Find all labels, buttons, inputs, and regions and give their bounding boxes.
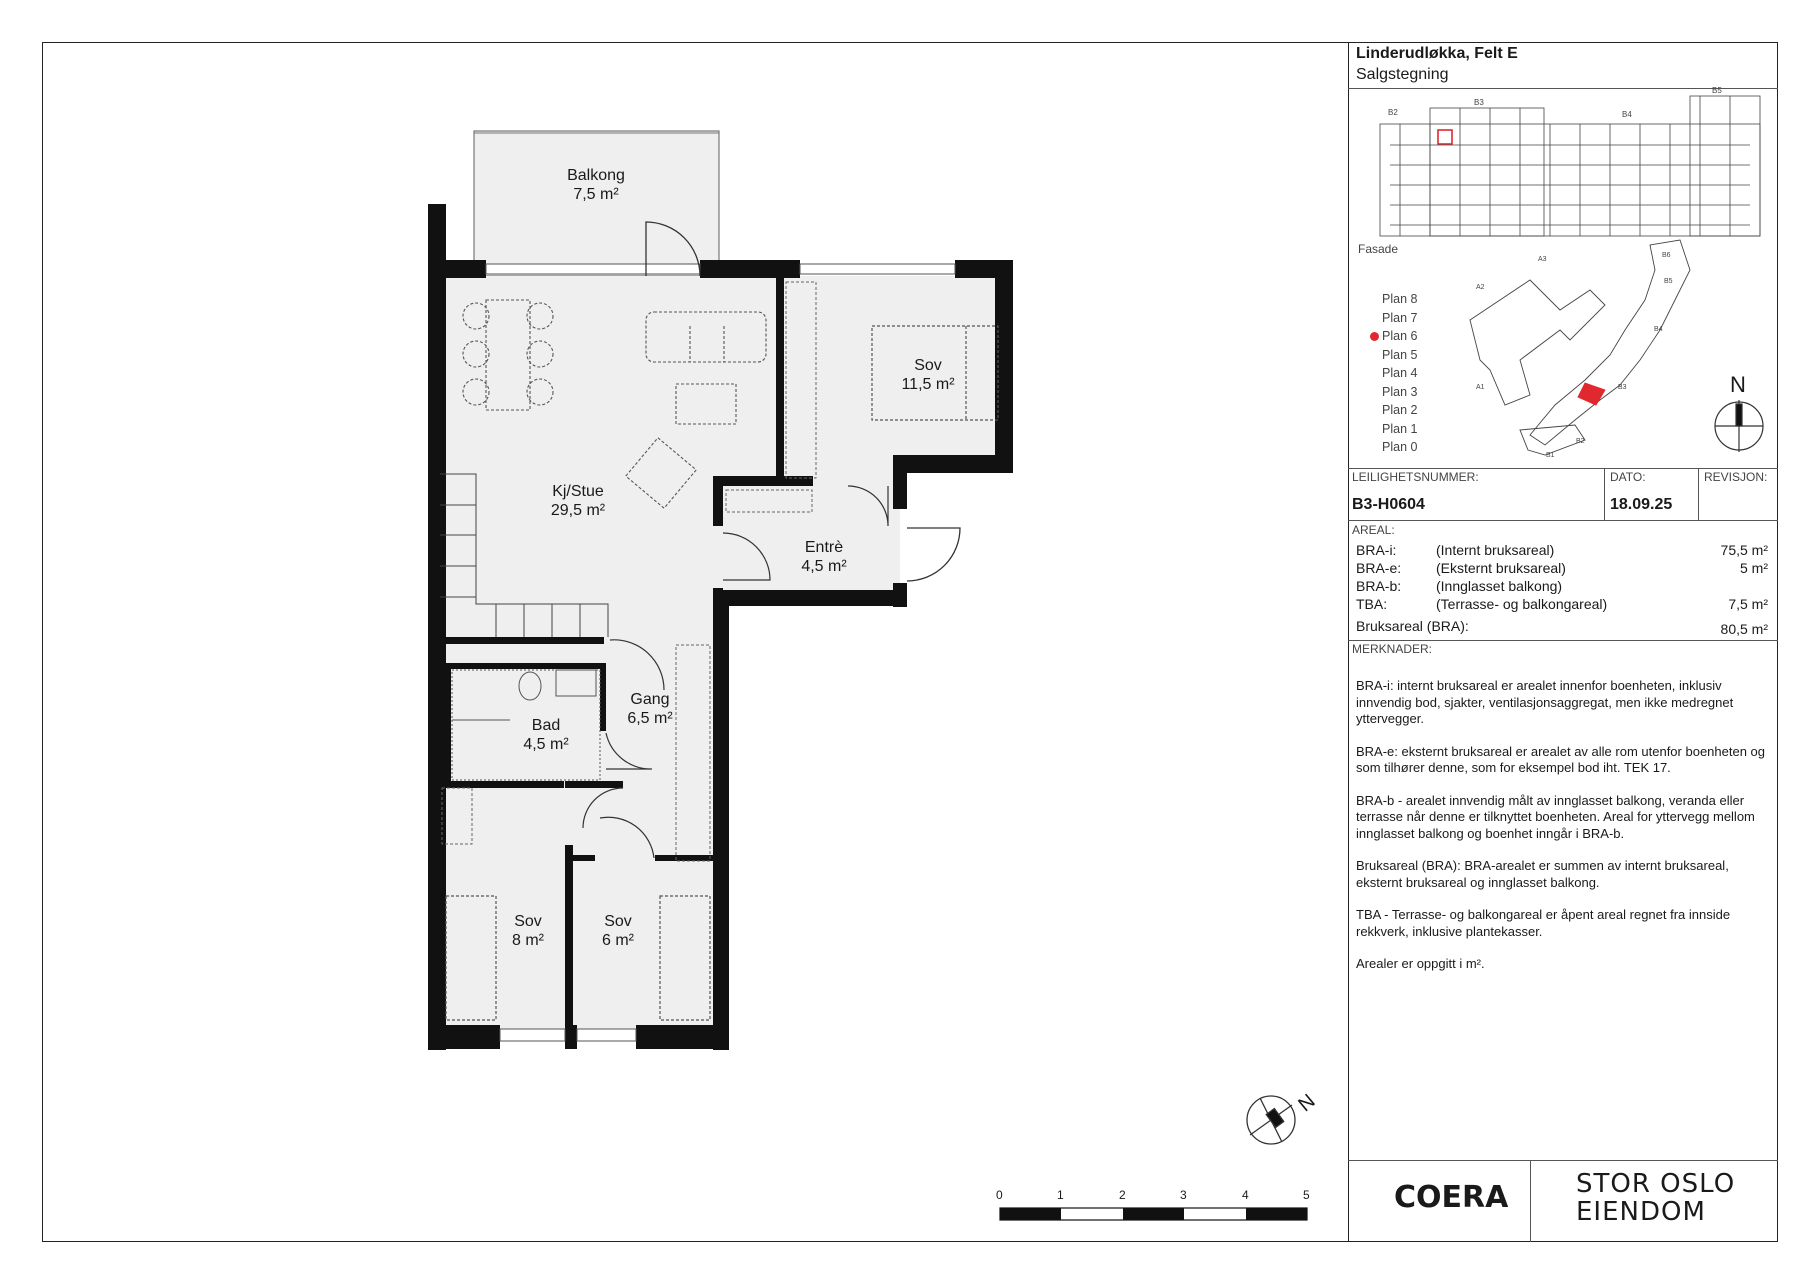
scale-bar <box>1000 1208 1307 1220</box>
plan-compass <box>1247 1096 1295 1144</box>
note-paragraph: Bruksareal (BRA): BRA-arealet er summen av internt bruksareal, eksternt bruksareal og innglasset balkong. <box>1356 858 1729 890</box>
note-paragraph: BRA-b - arealet innvendig målt av innglasset balkong, veranda eller terrasse når denne er tilknyttet boenheten. Areal for yttervegg mellom innglasset balkong og boenhet inngår i BRA-b. <box>1356 792 1755 841</box>
scale-tick: 0 <box>996 1188 1003 1202</box>
coera-logo: COERA <box>1394 1180 1509 1215</box>
area-row: BRA-i: (Internt bruksareal) 75,5 m² <box>1356 542 1768 558</box>
current-floor-marker <box>1370 332 1379 341</box>
floor-item: Plan 0 <box>1382 440 1418 454</box>
drawing-type: Salgstegning <box>1356 66 1449 83</box>
site-label: B5 <box>1664 278 1673 285</box>
area-row: TBA: (Terrasse- og balkongareal) 7,5 m² <box>1356 596 1768 612</box>
area-row: BRA-e: (Eksternt bruksareal) 5 m² <box>1356 560 1768 576</box>
divider <box>1348 520 1778 521</box>
scale-tick: 1 <box>1057 1188 1064 1202</box>
stor-oslo-eiendom-logo: STOR OSLO EIENDOM <box>1576 1169 1736 1227</box>
room-balkong: Balkong 7,5 m² <box>567 167 625 203</box>
date-label: DATO: <box>1610 470 1646 484</box>
site-label: B3 <box>1618 384 1627 391</box>
fasade-label: Fasade <box>1358 242 1399 256</box>
note-paragraph: BRA-e: eksternt bruksareal er arealet av alle rom utenfor boenheten og som tilhører denne, som for eksempel bod iht. TEK 17. <box>1356 743 1766 775</box>
site-label: B2 <box>1576 438 1585 445</box>
date-value: 18.09.25 <box>1610 496 1673 513</box>
floor-item-current: Plan 6 <box>1382 327 1417 346</box>
site-label: A3 <box>1538 256 1547 263</box>
revision-label: REVISJON: <box>1704 470 1768 484</box>
floor-list <box>1382 290 1417 457</box>
divider <box>1698 468 1699 520</box>
room-sov-2: Sov 8 m² <box>512 913 544 949</box>
site-label: A1 <box>1476 384 1485 391</box>
site-label: A2 <box>1476 284 1485 291</box>
room-stue: Kj/Stue 29,5 m² <box>550 483 606 519</box>
note-paragraph: BRA-i: internt bruksareal er arealet innenfor boenheten, inklusiv innvendig bod, sjakter, ventilasjonsaggregat, men ikke medregnet yttervegger. <box>1356 678 1734 726</box>
floor-item: Plan 5 <box>1382 347 1418 362</box>
notes-body <box>1356 678 1776 989</box>
divider <box>1348 468 1778 469</box>
building-label: B5 <box>1712 86 1722 95</box>
area-label: AREAL: <box>1352 523 1395 537</box>
scale-tick: 5 <box>1303 1188 1310 1202</box>
note-paragraph: TBA - Terrasse- og balkongareal er åpent areal regnet fra innside rekkverk, inklusive plantekasser. <box>1356 907 1731 939</box>
divider <box>1348 1160 1778 1161</box>
area-row: BRA-b: (Innglasset balkong) <box>1356 578 1563 594</box>
area-total: Bruksareal (BRA): 80,5 m² <box>1356 618 1768 637</box>
floor-item: Plan 8 <box>1382 292 1418 306</box>
building-label: B4 <box>1622 110 1632 119</box>
room-sov-1: Sov 11,5 m² <box>901 357 955 393</box>
building-label: B3 <box>1474 98 1484 107</box>
divider <box>1348 640 1778 641</box>
building-label: B2 <box>1388 108 1398 117</box>
site-label: B1 <box>1546 452 1555 459</box>
divider <box>1604 468 1605 520</box>
scale-tick: 4 <box>1242 1188 1249 1202</box>
site-label: B6 <box>1662 252 1671 259</box>
scale-tick: 3 <box>1180 1188 1187 1202</box>
floor-item: Plan 1 <box>1382 421 1418 436</box>
site-label: B4 <box>1654 326 1663 333</box>
scale-tick: 2 <box>1119 1188 1126 1202</box>
floor-item: Plan 2 <box>1382 403 1418 417</box>
room-entre: Entrè 4,5 m² <box>801 539 847 575</box>
floor-item: Plan 3 <box>1382 384 1418 399</box>
unit-number: B3-H0604 <box>1352 496 1425 513</box>
room-sov-3: Sov 6 m² <box>602 913 634 949</box>
plan-north-label: N <box>1294 1090 1320 1117</box>
keyplan-north-label: N <box>1730 372 1746 397</box>
notes-label: MERKNADER: <box>1352 642 1433 656</box>
room-gang: Gang 6,5 m² <box>627 691 673 727</box>
floor-item: Plan 7 <box>1382 310 1418 325</box>
floor-item: Plan 4 <box>1382 366 1418 380</box>
project-title: Linderudløkka, Felt E <box>1356 45 1518 62</box>
note-paragraph: Arealer er oppgitt i m². <box>1356 956 1485 971</box>
room-bad: Bad 4,5 m² <box>523 717 569 753</box>
divider <box>1530 1160 1531 1242</box>
unit-number-label: LEILIGHETSNUMMER: <box>1352 470 1479 484</box>
